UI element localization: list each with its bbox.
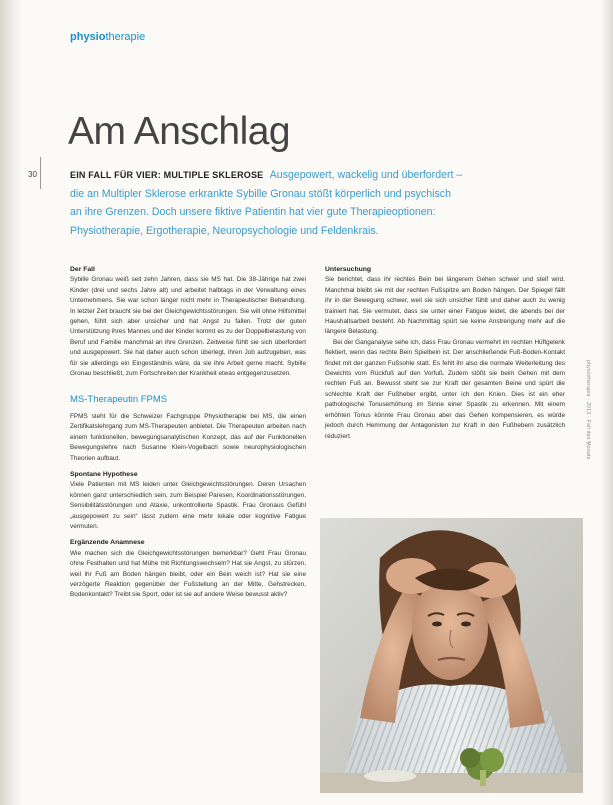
article-photo-woman-with-headache: [320, 518, 583, 793]
section-heading-hypothesis: Spontane Hypothese: [70, 470, 138, 478]
section-heading-untersuchung: Untersuchung: [325, 266, 372, 273]
section-text-ganganalyse: Bei der Ganganalyse sehe ich, dass Frau Gronau vermehrt im rechten Hüftgelenk flektiert, wenn das rechte Bein Spielbein ist. Der anschließende Fuß-Boden-Kontakt findet mit der ganzen Fußsohle statt. Es fehlt ihr also die normale Weiterleitung des Gewichts vom Rückfuß auf den Vorfuß. Zudem stößt sie beim Gehen mit dem rechten Fuß an. Bewusst steht sie zur Kraft der gesamten Beine und spürt die schlechte Kraft der Fußheber ergibt, unter ich den Knien. Dies ist ein eher pathologische Tonuserhöhung im Sinne einer Spastik zu erkennen. Mit einem erhöhten Tonus könnte Frau Gronau aber das Gehen kompensieren, es würde jedoch durch Hemmung der Antagonisten zur Kraft in den Fußhebern zusätzlich reduziert.: [325, 338, 565, 440]
magazine-brand: [70, 31, 145, 43]
page-gutter: [0, 0, 22, 805]
text-column-right: [325, 265, 565, 442]
vertical-margin-note: physiotherapie · 2013 · Fall des Monats: [585, 360, 591, 460]
section-heading-anamnesis: Ergänzende Anamnese: [70, 539, 145, 547]
text-column-left: [70, 265, 306, 601]
page-number: 30: [28, 170, 37, 179]
section-text-fall: Sybille Gronau weiß seit zehn Jahren, dass sie MS hat. Die 38-Jährige hat zwei Kinder (drei und sechs Jahre alt) und arbeitet halbtags in der Verwaltung eines Unternehmens. Sie war schon länger nicht mehr in Therapeutischer Behandlung. In letzter Zeit braucht sie bei der Gleichgewichtsstörungen. Sie will ohne Hilfsmittel gehen, fühlt sich aber unsicher und hat Angst zu fallen. Trotz der guten Unterstützung ihres Mannes und der Kinder kommt es zu der Doppelbelastung von Beruf und Familie manchmal an ihre Grenzen. Zeitweise fühlt sie sich überfordert und ausgepowert. Sie hat daher auch schon überlegt, ihren Job aufzugeben, was für sie allerdings ein Eingeständnis wäre, da sie ihre Arbeit gerne macht. Sybille Gronau beschließt, zum Fortschreiten der Krankheit etwas entgegenzusetzen.: [70, 276, 306, 378]
section-text-therapist: FPMS steht für die Schweizer Fachgruppe Physiotherapie bei MS, die einen Zertifikatslehrgang zum MS-Therapeuten anbietet. Die Therapeuten arbeiten nach einem funktionellen, bewegungsanalytischen Konzept, das auf der Funktionellen Bewegungslehre nach Susanne Klein-Vogelbach sowie neurophysiologischen Theorien aufbaut.: [70, 412, 306, 462]
page-number-rule: [40, 157, 41, 189]
brand-part2: therapie: [105, 31, 146, 43]
section-text-anamnesis: Wie machen sich die Gleichgewichtsstörungen bemerkbar? Geht Frau Gronau ohne Festhalten und hat Mühe mit Richtungswechseln? Hat sie Angst, zu stürzen, weil ihr Fuß am Boden hängen bleibt, oder ein Bein weich ist? Hat sie eine verzögerte Reaktion gegenüber der Fußstellung an der Mitte, Gehstrecken, Bodenkontakt? Treibt sie Sport, oder ist sie auf andere Weise bewusst aktiv?: [70, 549, 306, 599]
article-lead: [70, 166, 465, 240]
section-text-hypothesis: Viele Patienten mit MS leiden unter Gleichgewichtsstörungen. Deren Ursachen können ganz unterschiedlich sein, zum Beispiel Paresen, Koordinationsstörungen, Sensibilitätsstörungen und Ataxie, unkontrollierte Spastik. Frau Gronaus Gefühl „ausgepowert zu sein“ lässt zudem eine mehr lokale oder kognitive Fatigue vermuten.: [70, 481, 306, 530]
section-text-untersuchung: Sie berichtet, dass ihr rechtes Bein bei längerem Gehen schwer und steif wird. Manchmal bleibt sie mit der rechten Fußspitze am Boden hängen. Der Spiegel fällt ihr in der Bewegung schwer, weil sie sich unsicher fühlt und daher auch zu wenig trainiert hat. Sie vermutet, dass sie unter einer Fatigue leidet, die abends bei der Haushaltsarbeit besteht. Ab Nachmittag spürt sie keine Anstrengung mehr auf die längere Belastung.: [325, 276, 565, 336]
page-edge-shadow: [601, 0, 613, 805]
lead-text: Ausgepowert, wackelig und überfordert – die an Multipler Sklerose erkrankte Sybille Gronau stößt körperlich und psychisch an ihre Grenzen. Doch unsere fiktive Patientin hat vier gute Therapieoptionen: Physiotherapie, Ergotherapie, Neuropsychologie und Feldenkrais.: [70, 169, 463, 237]
article-title: Am Anschlag: [68, 110, 291, 153]
lead-kicker: EIN FALL FÜR VIER: MULTIPLE SKLEROSE: [70, 170, 264, 180]
section-heading-therapist: MS-Therapeutin FPMS: [70, 394, 168, 406]
section-heading-fall: Der Fall: [70, 266, 95, 273]
brand-part1: physio: [70, 31, 106, 43]
spacer: [70, 379, 306, 389]
